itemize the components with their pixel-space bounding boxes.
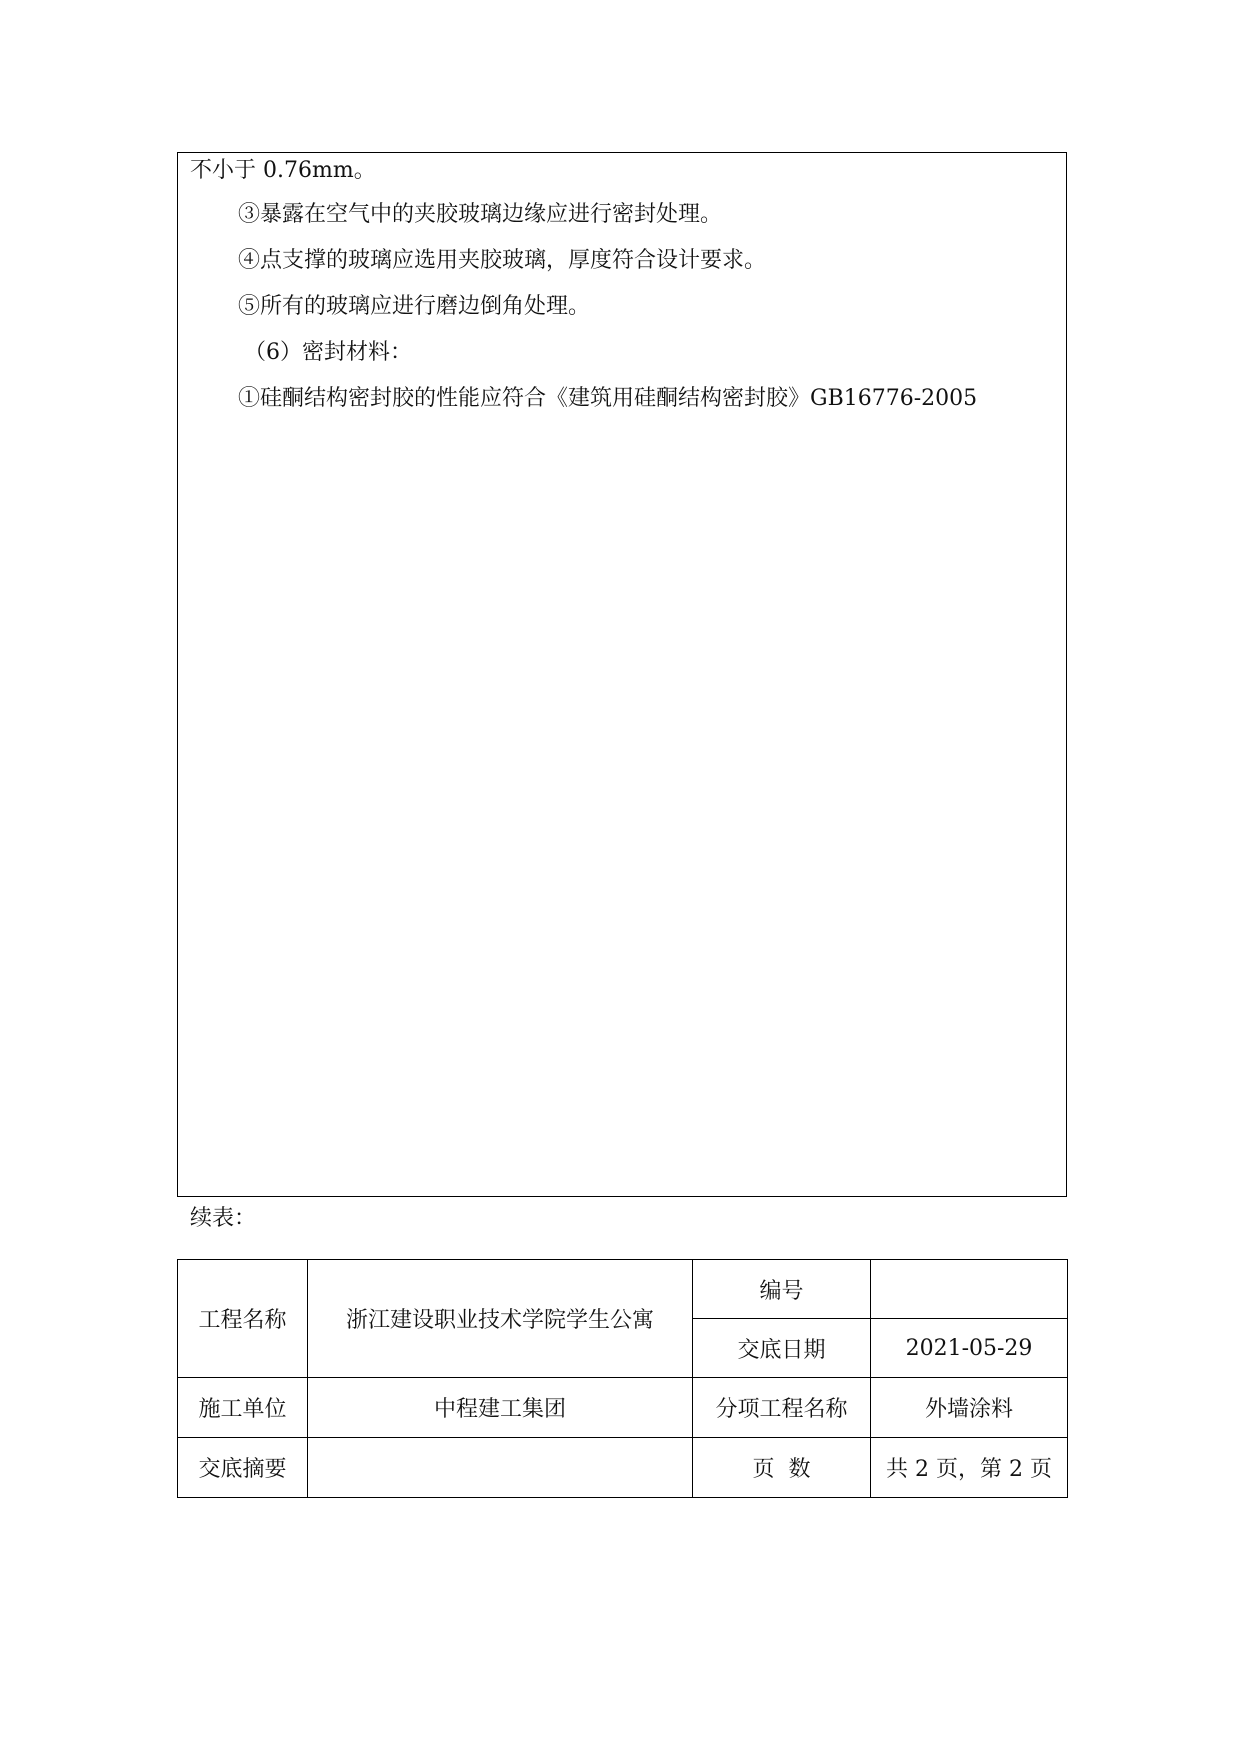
content-box [177,152,1067,1197]
body-line-3: ④点支撑的玻璃应选用夹胶玻璃，厚度符合设计要求。 [238,248,767,273]
body-line-4: ⑤所有的玻璃应进行磨边倒角处理。 [238,294,591,319]
body-line-6: ①硅酮结构密封胶的性能应符合《建筑用硅酮结构密封胶》GB16776-2005 [238,386,978,411]
summary-label: 交底摘要 [178,1438,308,1498]
summary-value [308,1438,693,1498]
code-label: 编号 [693,1260,871,1319]
pages-value: 共 2 页，第 2 页 [871,1438,1068,1498]
project-name-value: 浙江建设职业技术学院学生公寓 [308,1260,693,1378]
date-label: 交底日期 [693,1319,871,1378]
contractor-label: 施工单位 [178,1378,308,1438]
date-value: 2021-05-29 [871,1319,1068,1378]
continued-label: 续表： [190,1206,257,1231]
project-name-label: 工程名称 [178,1260,308,1378]
body-line-1: 不小于 0.76mm。 [190,158,376,183]
pages-label: 页 数 [693,1438,871,1498]
contractor-value: 中程建工集团 [308,1378,693,1438]
body-line-2: ③暴露在空气中的夹胶玻璃边缘应进行密封处理。 [238,202,723,227]
subitem-value: 外墙涂料 [871,1378,1068,1438]
code-value [871,1260,1068,1319]
body-line-5: （6）密封材料： [244,340,412,365]
subitem-label: 分项工程名称 [693,1378,871,1438]
info-table [177,1259,1068,1498]
